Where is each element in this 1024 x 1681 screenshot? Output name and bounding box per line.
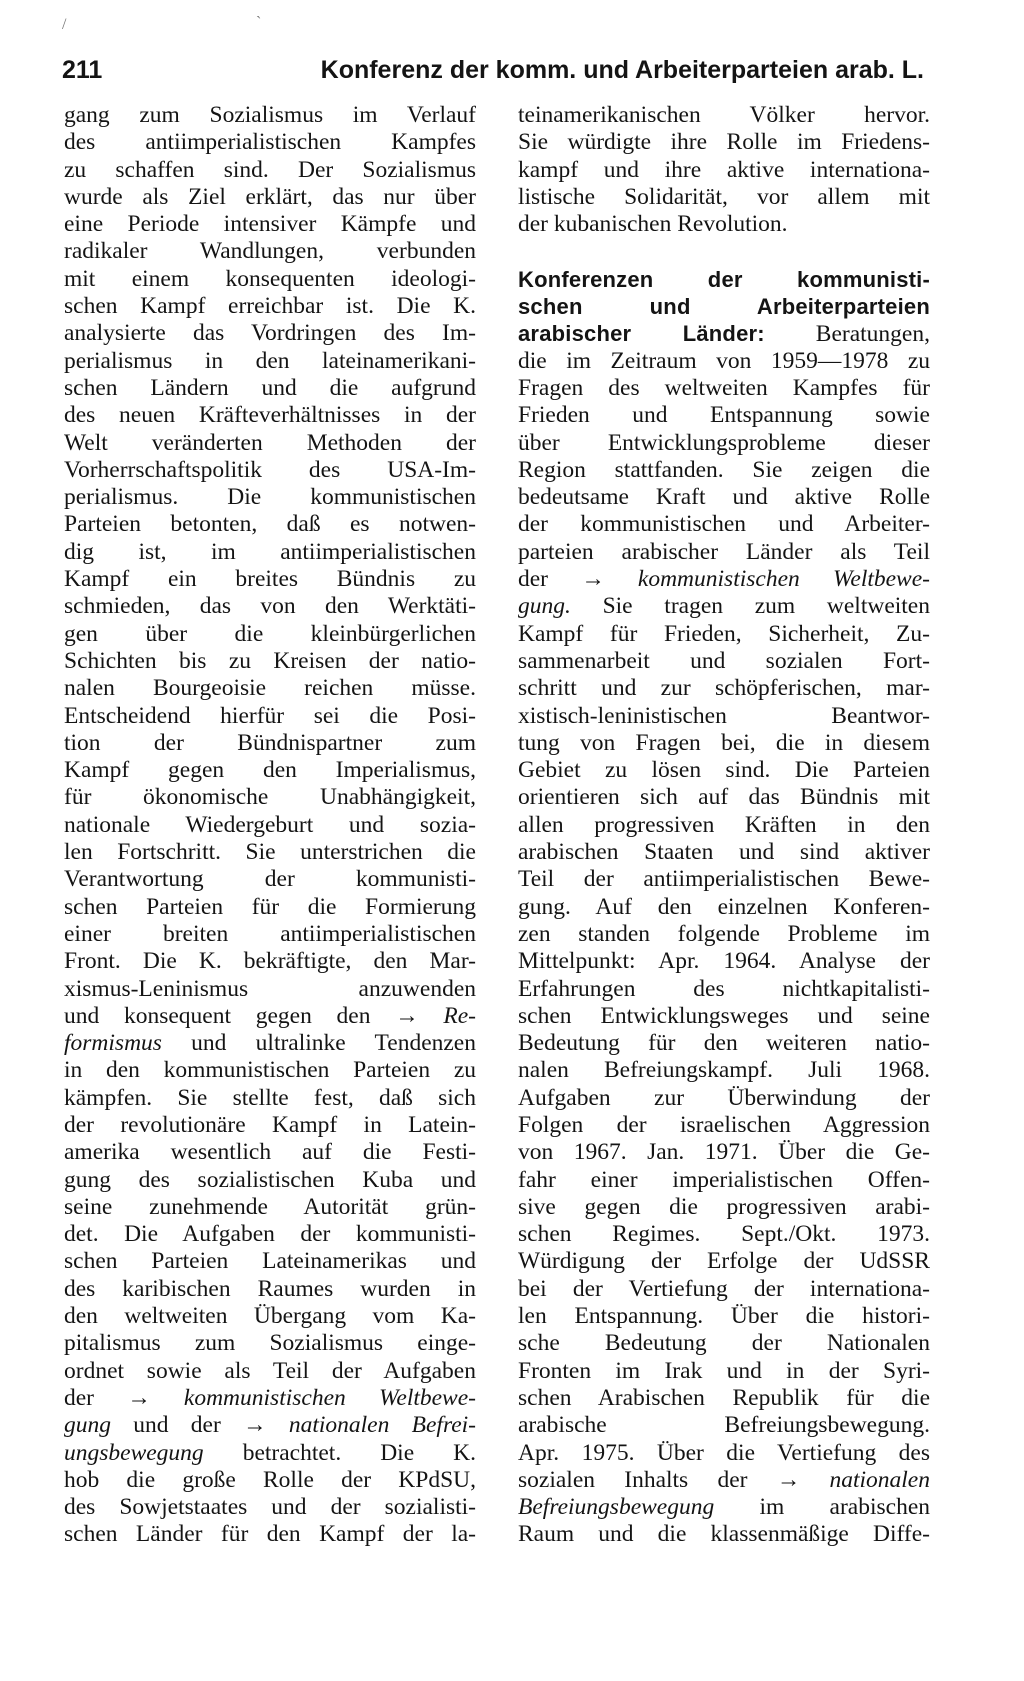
text-line — [518, 266, 930, 293]
text-line: sammenarbeit und sozialen Fort- — [518, 647, 930, 674]
text-line: des karibischen Raumes wurden in — [64, 1275, 476, 1302]
text-line: schen Kampf erreichbar ist. Die K. — [64, 293, 476, 320]
text-line: Teil der antiimperialistischen Bewe- — [518, 866, 930, 893]
text-line: eine Periode intensiver Kämpfe und — [64, 211, 476, 238]
text-line: des antiimperialistischen Kampfes — [64, 129, 476, 156]
text-line: len Fortschritt. Sie unterstrichen die — [64, 839, 476, 866]
paragraph-gap — [518, 238, 930, 265]
text-line: kämpfen. Sie stellte fest, daß sich — [64, 1084, 476, 1111]
text-line — [518, 293, 930, 320]
running-head: Konferenz der komm. und Arbeiterparteien arab. L. — [320, 56, 924, 84]
text-line: Vorherrschaftspolitik des USA-Im- — [64, 456, 476, 483]
text-line: Raum und die klassenmäßige Diffe- — [518, 1521, 930, 1548]
text-line: Kampf gegen den Imperialismus, — [64, 757, 476, 784]
text-line: arabischen Staaten und sind aktiver — [518, 839, 930, 866]
entry-headword: Konferenzen der kommunisti- — [518, 266, 930, 292]
text-line: Region stattfanden. Sie zeigen die — [518, 456, 930, 483]
text-line: sche Bedeutung der Nationalen — [518, 1330, 930, 1357]
text-line: kampf und ihre aktive internationa- — [518, 156, 930, 183]
text-line: hob die große Rolle der KPdSU, — [64, 1466, 476, 1493]
text-line: Entscheidend hierfür sei die Posi- — [64, 702, 476, 729]
cross-reference-term: nationalen — [829, 1466, 930, 1493]
left-text-column — [64, 102, 476, 1549]
text-line: Kampf ein breites Bündnis zu — [64, 566, 476, 593]
text-line: Folgen der israelischen Aggression — [518, 1111, 930, 1138]
cross-reference-term: ungsbewegung — [64, 1439, 204, 1466]
right-text-column — [518, 102, 930, 1549]
text-line: über Entwicklungsprobleme dieser — [518, 429, 930, 456]
text-line: det. Die Aufgaben der kommunisti- — [64, 1221, 476, 1248]
page-number: 211 — [62, 56, 103, 84]
text-line: nationale Wiedergeburt und sozia- — [64, 811, 476, 838]
text-line: nalen Befreiungskampf. Juli 1968. — [518, 1057, 930, 1084]
text-line: von 1967. Jan. 1971. Über die Ge- — [518, 1139, 930, 1166]
text-line: sive gegen die progressiven arabi- — [518, 1193, 930, 1220]
text-line: analysierte das Vordringen des Im- — [64, 320, 476, 347]
entry-headword: schen und Arbeiterparteien — [518, 294, 930, 320]
entry-headword: arabischer Länder: — [518, 321, 765, 347]
text-line: schritt und zur schöpferischen, mar- — [518, 675, 930, 702]
text-line: listische Solidarität, vor allem mit — [518, 183, 930, 210]
text-line: mit einem konsequenten ideologi- — [64, 265, 476, 292]
text-line: zu schaffen sind. Der Sozialismus — [64, 156, 476, 183]
cross-reference-term: Befreiungsbewegung — [518, 1494, 715, 1521]
text-line: der kubanischen Revolution. — [518, 211, 788, 238]
scan-mark: / — [62, 16, 67, 33]
text-line: gung. Auf den einzelnen Konferen- — [518, 893, 930, 920]
cross-reference-term: kommunistischen Weltbewe- — [183, 1384, 476, 1411]
cross-reference-term: gung. — [518, 593, 571, 620]
text-line: arabischer Länder: Beratungen, — [518, 321, 930, 348]
cross-reference-term: kommunistischen Weltbewe- — [637, 566, 930, 593]
text-line: len Entspannung. Über die histori- — [518, 1303, 930, 1330]
cross-reference-term: formismus — [64, 1030, 162, 1057]
text-line: Aufgaben zur Überwindung der — [518, 1084, 930, 1111]
text-line: gen über die kleinbürgerlichen — [64, 620, 476, 647]
text-line: tung von Fragen bei, die in diesem — [518, 729, 930, 756]
text-line: bedeutsame Kraft und aktive Rolle — [518, 484, 930, 511]
text-line: allen progressiven Kräften in den — [518, 811, 930, 838]
text-line: Gebiet zu lösen sind. Die Parteien — [518, 757, 930, 784]
text-line: seine zunehmende Autorität grün- — [64, 1193, 476, 1220]
text-line: zen standen folgende Probleme im — [518, 920, 930, 947]
text-line: xistisch-leninistischen Beantwor- — [518, 702, 930, 729]
text-line: Mittelpunkt: Apr. 1964. Analyse der — [518, 948, 930, 975]
text-line: ungsbewegung betrachtet. Die K. — [64, 1439, 476, 1466]
text-line: Würdigung der Erfolge der UdSSR — [518, 1248, 930, 1275]
text-line: schen Arabischen Republik für die — [518, 1384, 930, 1411]
text-line: arabische Befreiungsbewegung. — [518, 1412, 930, 1439]
text-line: Frieden und Entspannung sowie — [518, 402, 930, 429]
text-line: dig ist, im antiimperialistischen — [64, 538, 476, 565]
text-line: schen Ländern und die aufgrund — [64, 374, 476, 401]
text-line: ordnet sowie als Teil der Aufgaben — [64, 1357, 476, 1384]
text-line: tion der Bündnispartner zum — [64, 729, 476, 756]
text-line: Bedeutung für den weiteren natio- — [518, 1030, 930, 1057]
text-line: nalen Bourgeoisie reichen müsse. — [64, 675, 476, 702]
text-line: Schichten bis zu Kreisen der natio- — [64, 647, 476, 674]
text-line: des neuen Kräfteverhältnisses in der — [64, 402, 476, 429]
text-line: teinamerikanischen Völker hervor. — [518, 102, 930, 128]
text-line: gung. Sie tragen zum weltweiten — [518, 593, 930, 620]
text-line: radikaler Wandlungen, verbunden — [64, 238, 476, 265]
text-line: gung des sozialistischen Kuba und — [64, 1166, 476, 1193]
text-line: die im Zeitraum von 1959—1978 zu — [518, 347, 930, 374]
text-line: der → kommunistischen Weltbewe- — [518, 566, 930, 593]
text-line: schen Entwicklungsweges und seine — [518, 1002, 930, 1029]
text-line: perialismus in den lateinamerikani- — [64, 347, 476, 374]
text-line: formismus und ultralinke Tendenzen — [64, 1030, 476, 1057]
text-line: Befreiungsbewegung im arabischen — [518, 1494, 930, 1521]
text-line: schen Regimes. Sept./Okt. 1973. — [518, 1221, 930, 1248]
text-line: Front. Die K. bekräftigte, den Mar- — [64, 948, 476, 975]
text-line: parteien arabischer Länder als Teil — [518, 538, 930, 565]
text-line: bei der Vertiefung der internationa- — [518, 1275, 930, 1302]
page-header — [62, 52, 924, 88]
text-line: schmieden, das von den Werktäti- — [64, 593, 476, 620]
text-line: schen Parteien für die Formierung — [64, 893, 476, 920]
cross-reference-term: nationalen Befrei- — [288, 1412, 477, 1439]
text-line: gung und der → nationalen Befrei- — [64, 1412, 477, 1439]
text-line: Kampf für Frieden, Sicherheit, Zu- — [518, 620, 930, 647]
text-line: perialismus. Die kommunistischen — [64, 484, 476, 511]
text-line: Fronten im Irak und in der Syri- — [518, 1357, 930, 1384]
text-line: schen Parteien Lateinamerikas und — [64, 1248, 476, 1275]
text-line: Fragen des weltweiten Kampfes für — [518, 374, 930, 401]
text-line: Erfahrungen des nichtkapitalisti- — [518, 975, 930, 1002]
text-line: einer breiten antiimperialistischen — [64, 920, 476, 947]
text-line: der kommunistischen und Arbeiter- — [518, 511, 930, 538]
text-line: orientieren sich auf das Bündnis mit — [518, 784, 930, 811]
text-line: den weltweiten Übergang vom Ka- — [64, 1303, 476, 1330]
text-line: Verantwortung der kommunisti- — [64, 866, 476, 893]
text-line: wurde als Ziel erklärt, das nur über — [64, 183, 476, 210]
text-line: Welt veränderten Methoden der — [64, 429, 476, 456]
text-line: für ökonomische Unabhängigkeit, — [64, 784, 476, 811]
text-line: schen Länder für den Kampf der la- — [64, 1521, 476, 1548]
text-line: sozialen Inhalts der → nationalen — [518, 1466, 930, 1493]
text-line: Apr. 1975. Über die Vertiefung des — [518, 1439, 930, 1466]
scan-mark: ` — [256, 14, 262, 31]
text-line: Parteien betonten, daß es notwen- — [64, 511, 476, 538]
text-line: gang zum Sozialismus im Verlauf — [64, 102, 476, 128]
text-line: in den kommunistischen Parteien zu — [64, 1057, 476, 1084]
text-line: der → kommunistischen Weltbewe- — [64, 1384, 476, 1411]
cross-reference-term: Re- — [443, 1002, 476, 1029]
text-line: fahr einer imperialistischen Offen- — [518, 1166, 930, 1193]
text-line: und konsequent gegen den → Re- — [64, 1002, 476, 1029]
text-line: xismus-Leninismus anzuwenden — [64, 975, 476, 1002]
text-line: des Sowjetstaates und der sozialisti- — [64, 1494, 476, 1521]
text-line: Sie würdigte ihre Rolle im Friedens- — [518, 129, 930, 156]
cross-reference-term: gung — [64, 1412, 111, 1439]
text-line: der revolutionäre Kampf in Latein- — [64, 1111, 476, 1138]
text-line: amerika wesentlich auf die Festi- — [64, 1139, 476, 1166]
text-line: pitalismus zum Sozialismus einge- — [64, 1330, 476, 1357]
